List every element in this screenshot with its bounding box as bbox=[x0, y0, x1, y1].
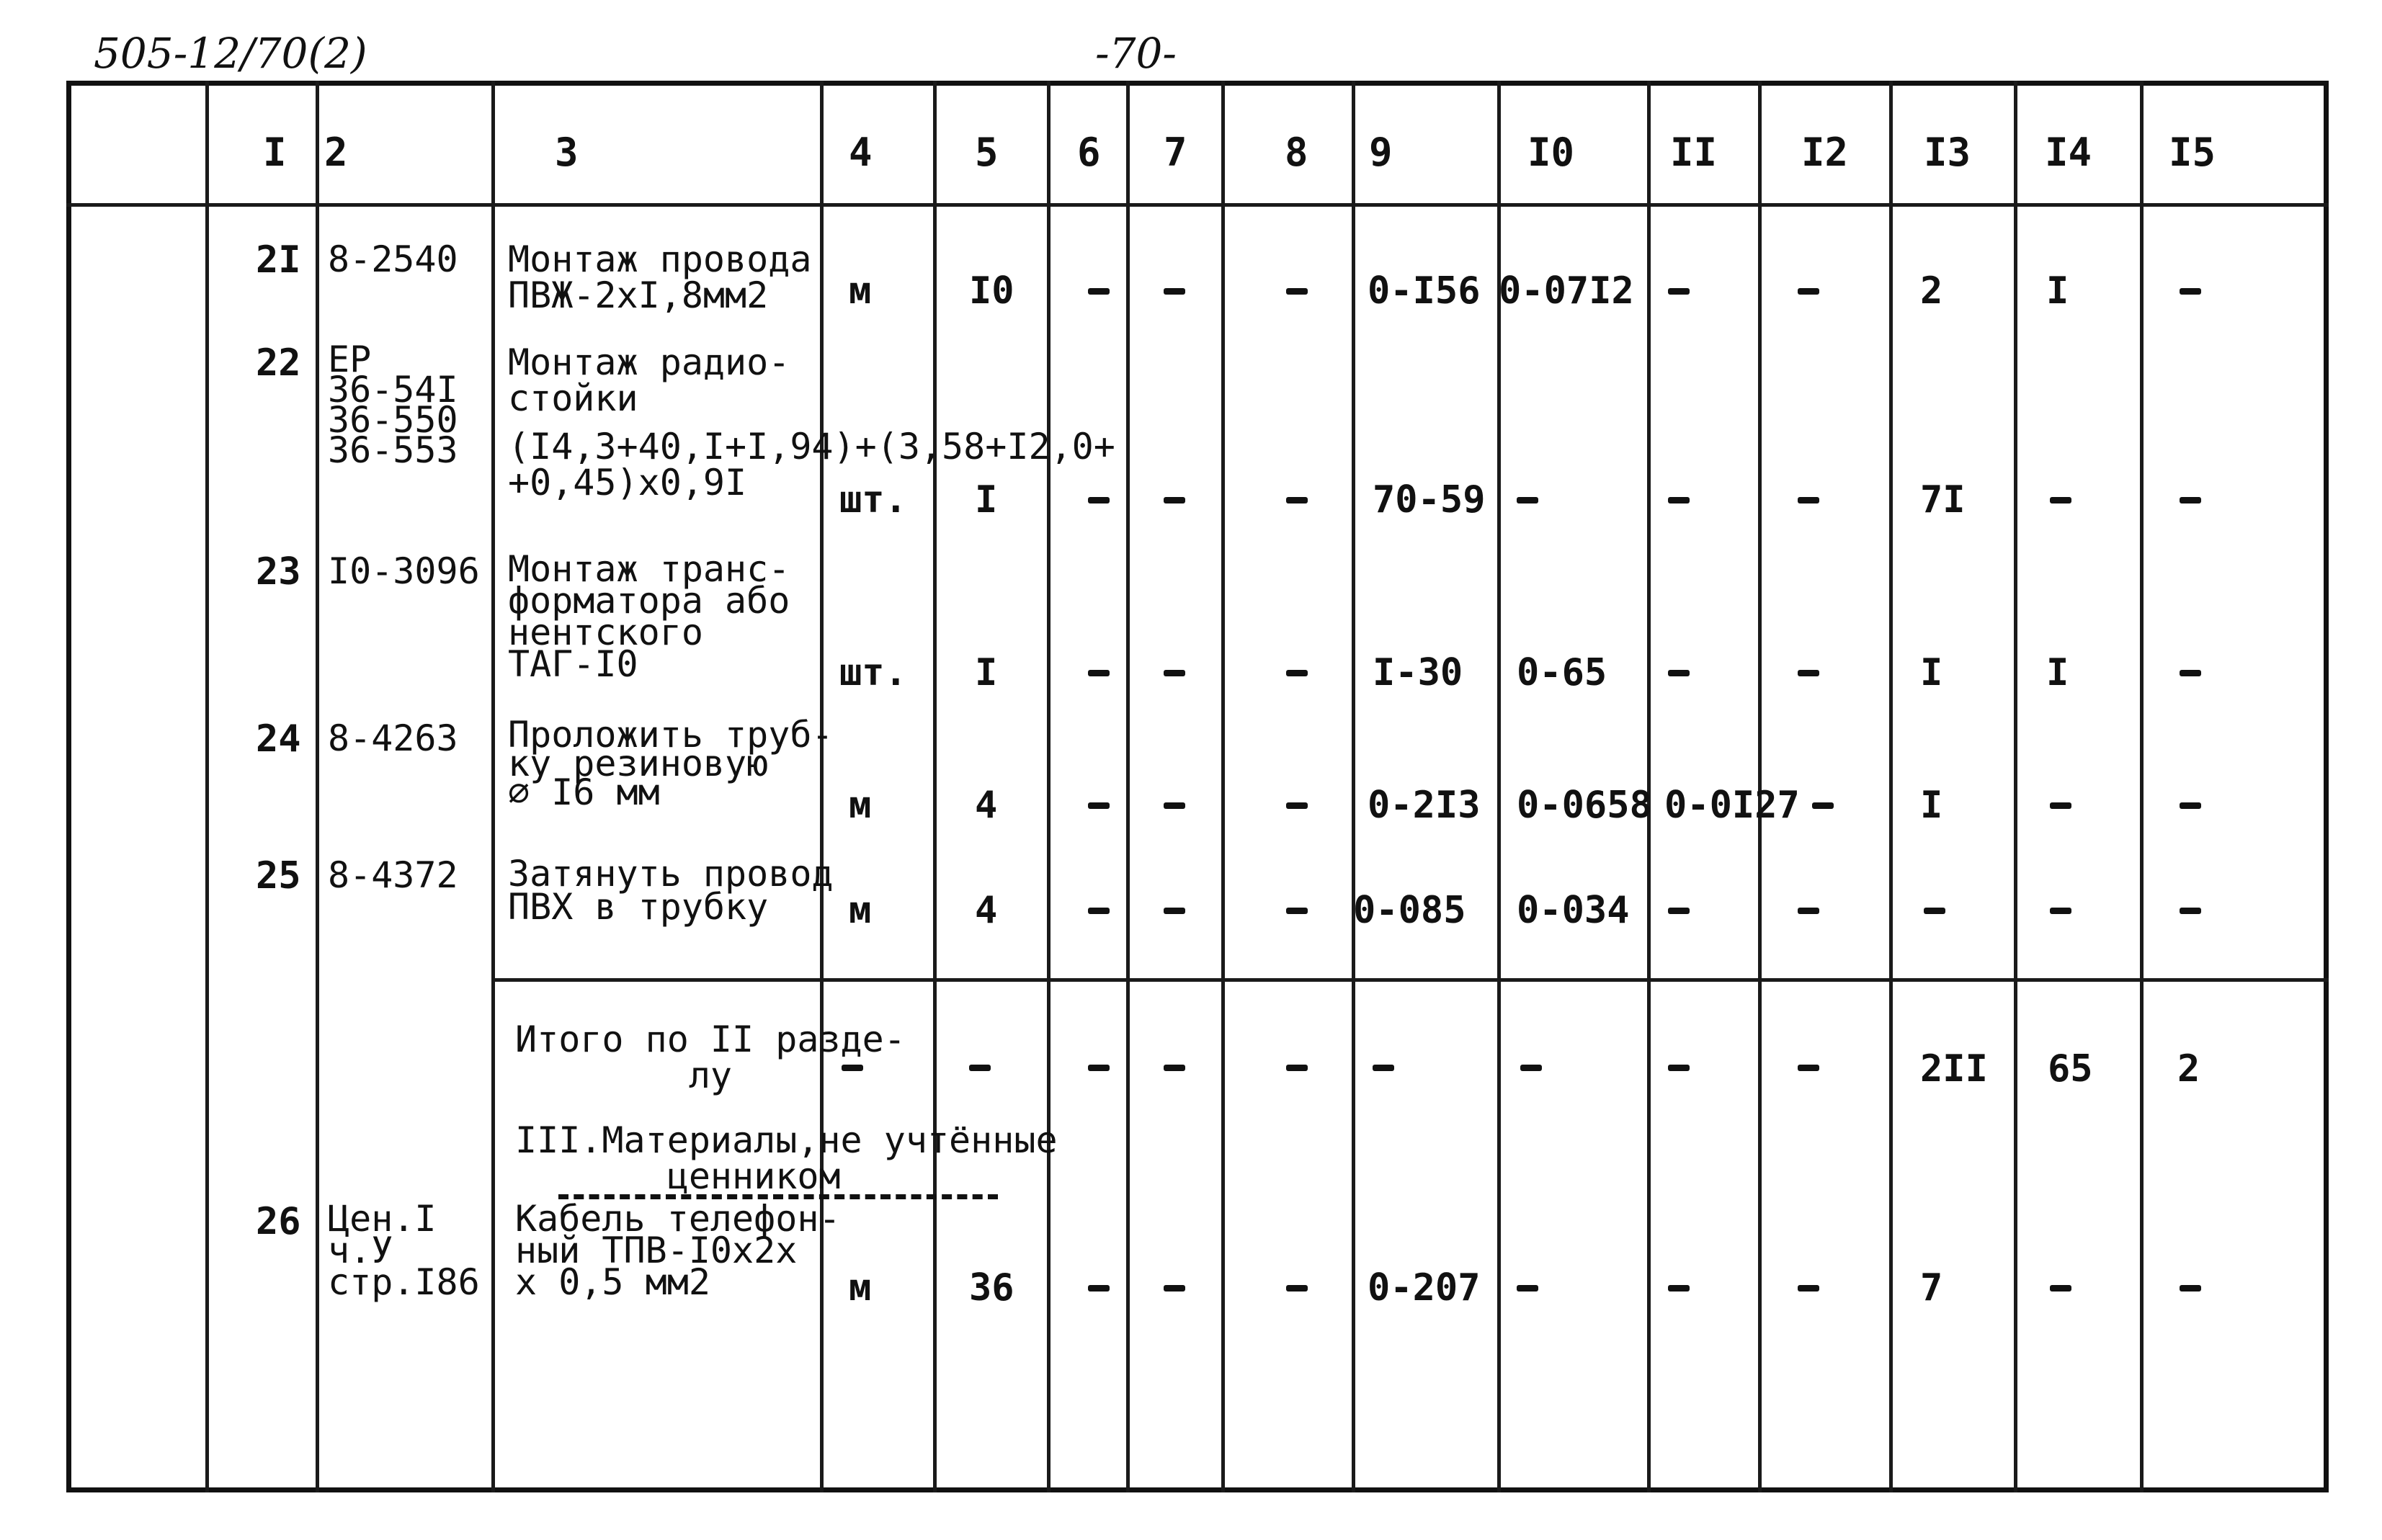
row-24-code: 8-4263 bbox=[328, 717, 458, 759]
row-22-formula: (I4,3+40,I+I,94)+(3,58+I2,0+ +0,45)х0,9I bbox=[508, 426, 1115, 503]
row-24-qty: 4 bbox=[975, 784, 998, 827]
total-c14: 65 bbox=[2048, 1047, 2093, 1091]
row-22-unit: шт. bbox=[839, 478, 907, 521]
empty-cell-dash bbox=[2180, 288, 2201, 295]
empty-cell-dash bbox=[969, 1065, 991, 1071]
header-col-12: I2 bbox=[1801, 130, 1849, 175]
row-25-c10: 0-034 bbox=[1517, 889, 1630, 932]
col-line bbox=[933, 81, 937, 1492]
empty-cell-dash bbox=[1088, 288, 1110, 295]
empty-cell-dash bbox=[1164, 802, 1185, 809]
total-divider bbox=[491, 978, 2329, 982]
row-22-code: ЕР 36-54I 36-550 36-553 bbox=[328, 339, 458, 471]
row-23-c14: I bbox=[2046, 651, 2069, 694]
empty-cell-dash bbox=[2050, 908, 2071, 914]
row-25-number: 25 bbox=[256, 854, 301, 897]
row-21-number: 2I bbox=[256, 238, 301, 282]
row-21-c10: 0-07I2 bbox=[1499, 269, 1634, 313]
empty-cell-dash bbox=[1286, 802, 1308, 809]
row-25-qty: 4 bbox=[975, 889, 998, 932]
col-line bbox=[1047, 81, 1051, 1492]
row-21-description: Монтаж провода ПВЖ-2хI,8мм2 bbox=[508, 238, 812, 316]
empty-cell-dash bbox=[1373, 1065, 1394, 1071]
empty-cell-dash bbox=[2050, 1285, 2071, 1291]
row-25-unit: м bbox=[849, 889, 872, 932]
row-22-number: 22 bbox=[256, 341, 301, 385]
row-22-c13: 7I bbox=[1920, 478, 1966, 521]
header-col-3: 3 bbox=[555, 130, 579, 175]
row-23-code: I0-3096 bbox=[328, 550, 480, 592]
empty-cell-dash bbox=[1517, 1285, 1538, 1291]
row-24-c9: 0-2I3 bbox=[1368, 784, 1481, 827]
empty-cell-dash bbox=[1164, 670, 1185, 676]
header-col-1: I bbox=[263, 130, 287, 175]
empty-cell-dash bbox=[2050, 802, 2071, 809]
row-26-number: 26 bbox=[256, 1200, 301, 1243]
row-24-c10: 0-0658 bbox=[1517, 784, 1652, 827]
row-22-c9: 70-59 bbox=[1373, 478, 1486, 521]
empty-cell-dash bbox=[1798, 497, 1819, 503]
empty-cell-dash bbox=[1286, 908, 1308, 914]
header-col-7: 7 bbox=[1164, 130, 1187, 175]
col-line bbox=[1352, 81, 1355, 1492]
page-number: -70- bbox=[1095, 29, 1177, 78]
empty-cell-dash bbox=[1812, 802, 1834, 809]
empty-cell-dash bbox=[1088, 1065, 1110, 1071]
row-26-description: Кабель телефон- ный ТПВ-I0х2х х 0,5 мм2 bbox=[515, 1198, 841, 1303]
section-3-heading: III.Материалы,не учтённые ценником bbox=[515, 1119, 1058, 1197]
header-col-11: II bbox=[1670, 130, 1718, 175]
row-26-unit: м bbox=[849, 1266, 872, 1310]
empty-cell-dash bbox=[1088, 908, 1110, 914]
row-23-description: Монтаж транс- форматора або нентского ТАГ-I0 bbox=[508, 548, 790, 685]
empty-cell-dash bbox=[1164, 908, 1185, 914]
empty-cell-dash bbox=[2180, 908, 2201, 914]
empty-cell-dash bbox=[1286, 497, 1308, 503]
empty-cell-dash bbox=[1164, 497, 1185, 503]
empty-cell-dash bbox=[1668, 288, 1690, 295]
empty-cell-dash bbox=[1164, 288, 1185, 295]
row-21-unit: м bbox=[849, 269, 872, 313]
row-24-c11: 0-0I27 bbox=[1664, 784, 1800, 827]
total-c13: 2II bbox=[1920, 1047, 1988, 1091]
row-25-description: Затянуть провод ПВХ в трубку bbox=[508, 853, 834, 928]
empty-cell-dash bbox=[842, 1065, 863, 1071]
row-24-c13: I bbox=[1920, 784, 1943, 827]
total-c15: 2 bbox=[2177, 1047, 2200, 1091]
empty-cell-dash bbox=[2180, 1285, 2201, 1291]
row-23-c9: I-30 bbox=[1373, 651, 1463, 694]
col-line bbox=[1126, 81, 1130, 1492]
empty-cell-dash bbox=[2180, 802, 2201, 809]
empty-cell-dash bbox=[1668, 497, 1690, 503]
header-col-2: 2 bbox=[324, 130, 348, 175]
empty-cell-dash bbox=[1798, 288, 1819, 295]
empty-cell-dash bbox=[2050, 497, 2071, 503]
row-23-qty: I bbox=[975, 651, 998, 694]
empty-cell-dash bbox=[1088, 802, 1110, 809]
row-23-unit: шт. bbox=[839, 651, 907, 694]
col-line bbox=[1221, 81, 1225, 1492]
row-26-qty: 36 bbox=[969, 1266, 1014, 1310]
empty-cell-dash bbox=[1088, 670, 1110, 676]
row-23-number: 23 bbox=[256, 550, 301, 594]
col-line bbox=[491, 81, 495, 1492]
row-26-code: Цен.I ч.У стр.I86 bbox=[328, 1198, 480, 1303]
header-divider bbox=[66, 203, 2329, 207]
header-col-13: I3 bbox=[1924, 130, 1971, 175]
col-line bbox=[205, 81, 209, 1492]
empty-cell-dash bbox=[1517, 497, 1538, 503]
row-23-c13: I bbox=[1920, 651, 1943, 694]
row-21-c13: 2 bbox=[1920, 269, 1943, 313]
header-col-4: 4 bbox=[849, 130, 873, 175]
header-col-5: 5 bbox=[975, 130, 999, 175]
row-24-number: 24 bbox=[256, 717, 301, 761]
empty-cell-dash bbox=[1286, 1285, 1308, 1291]
row-22-qty: I bbox=[975, 478, 998, 521]
empty-cell-dash bbox=[2180, 497, 2201, 503]
empty-cell-dash bbox=[1164, 1285, 1185, 1291]
row-21-c9: 0-I56 bbox=[1368, 269, 1481, 313]
empty-cell-dash bbox=[1798, 1285, 1819, 1291]
row-24-description: Проложить труб- ку резиновую ⌀ I6 мм bbox=[508, 714, 834, 813]
empty-cell-dash bbox=[1668, 1065, 1690, 1071]
empty-cell-dash bbox=[1798, 670, 1819, 676]
document-stamp: 505-12/70(2) bbox=[94, 29, 367, 78]
empty-cell-dash bbox=[1286, 1065, 1308, 1071]
col-line bbox=[2140, 81, 2144, 1492]
header-col-10: I0 bbox=[1527, 130, 1575, 175]
empty-cell-dash bbox=[1798, 908, 1819, 914]
empty-cell-dash bbox=[1668, 908, 1690, 914]
row-26-c9: 0-207 bbox=[1368, 1266, 1481, 1310]
header-col-15: I5 bbox=[2169, 130, 2216, 175]
empty-cell-dash bbox=[1520, 1065, 1542, 1071]
empty-cell-dash bbox=[1924, 908, 1945, 914]
header-col-9: 9 bbox=[1369, 130, 1393, 175]
row-21-c14: I bbox=[2046, 269, 2069, 313]
col-line bbox=[2014, 81, 2017, 1492]
empty-cell-dash bbox=[1668, 670, 1690, 676]
col-line bbox=[1889, 81, 1893, 1492]
header-col-8: 8 bbox=[1285, 130, 1308, 175]
empty-cell-dash bbox=[1286, 288, 1308, 295]
total-label: Итого по II разде- лу bbox=[515, 1019, 906, 1096]
empty-cell-dash bbox=[1088, 1285, 1110, 1291]
header-col-6: 6 bbox=[1077, 130, 1101, 175]
col-line bbox=[316, 81, 319, 1492]
empty-cell-dash bbox=[1668, 1285, 1690, 1291]
empty-cell-dash bbox=[1164, 1065, 1185, 1071]
row-21-code: 8-2540 bbox=[328, 238, 458, 280]
row-23-c10: 0-65 bbox=[1517, 651, 1607, 694]
row-25-code: 8-4372 bbox=[328, 854, 458, 896]
row-21-qty: I0 bbox=[969, 269, 1014, 313]
row-24-unit: м bbox=[849, 784, 872, 827]
empty-cell-dash bbox=[1286, 670, 1308, 676]
empty-cell-dash bbox=[1798, 1065, 1819, 1071]
row-22-description: Монтаж радио- стойки bbox=[508, 341, 790, 419]
empty-cell-dash bbox=[2180, 670, 2201, 676]
row-26-c13: 7 bbox=[1920, 1266, 1943, 1310]
row-25-c9: 0-085 bbox=[1353, 889, 1466, 932]
header-col-14: I4 bbox=[2045, 130, 2092, 175]
empty-cell-dash bbox=[1088, 497, 1110, 503]
